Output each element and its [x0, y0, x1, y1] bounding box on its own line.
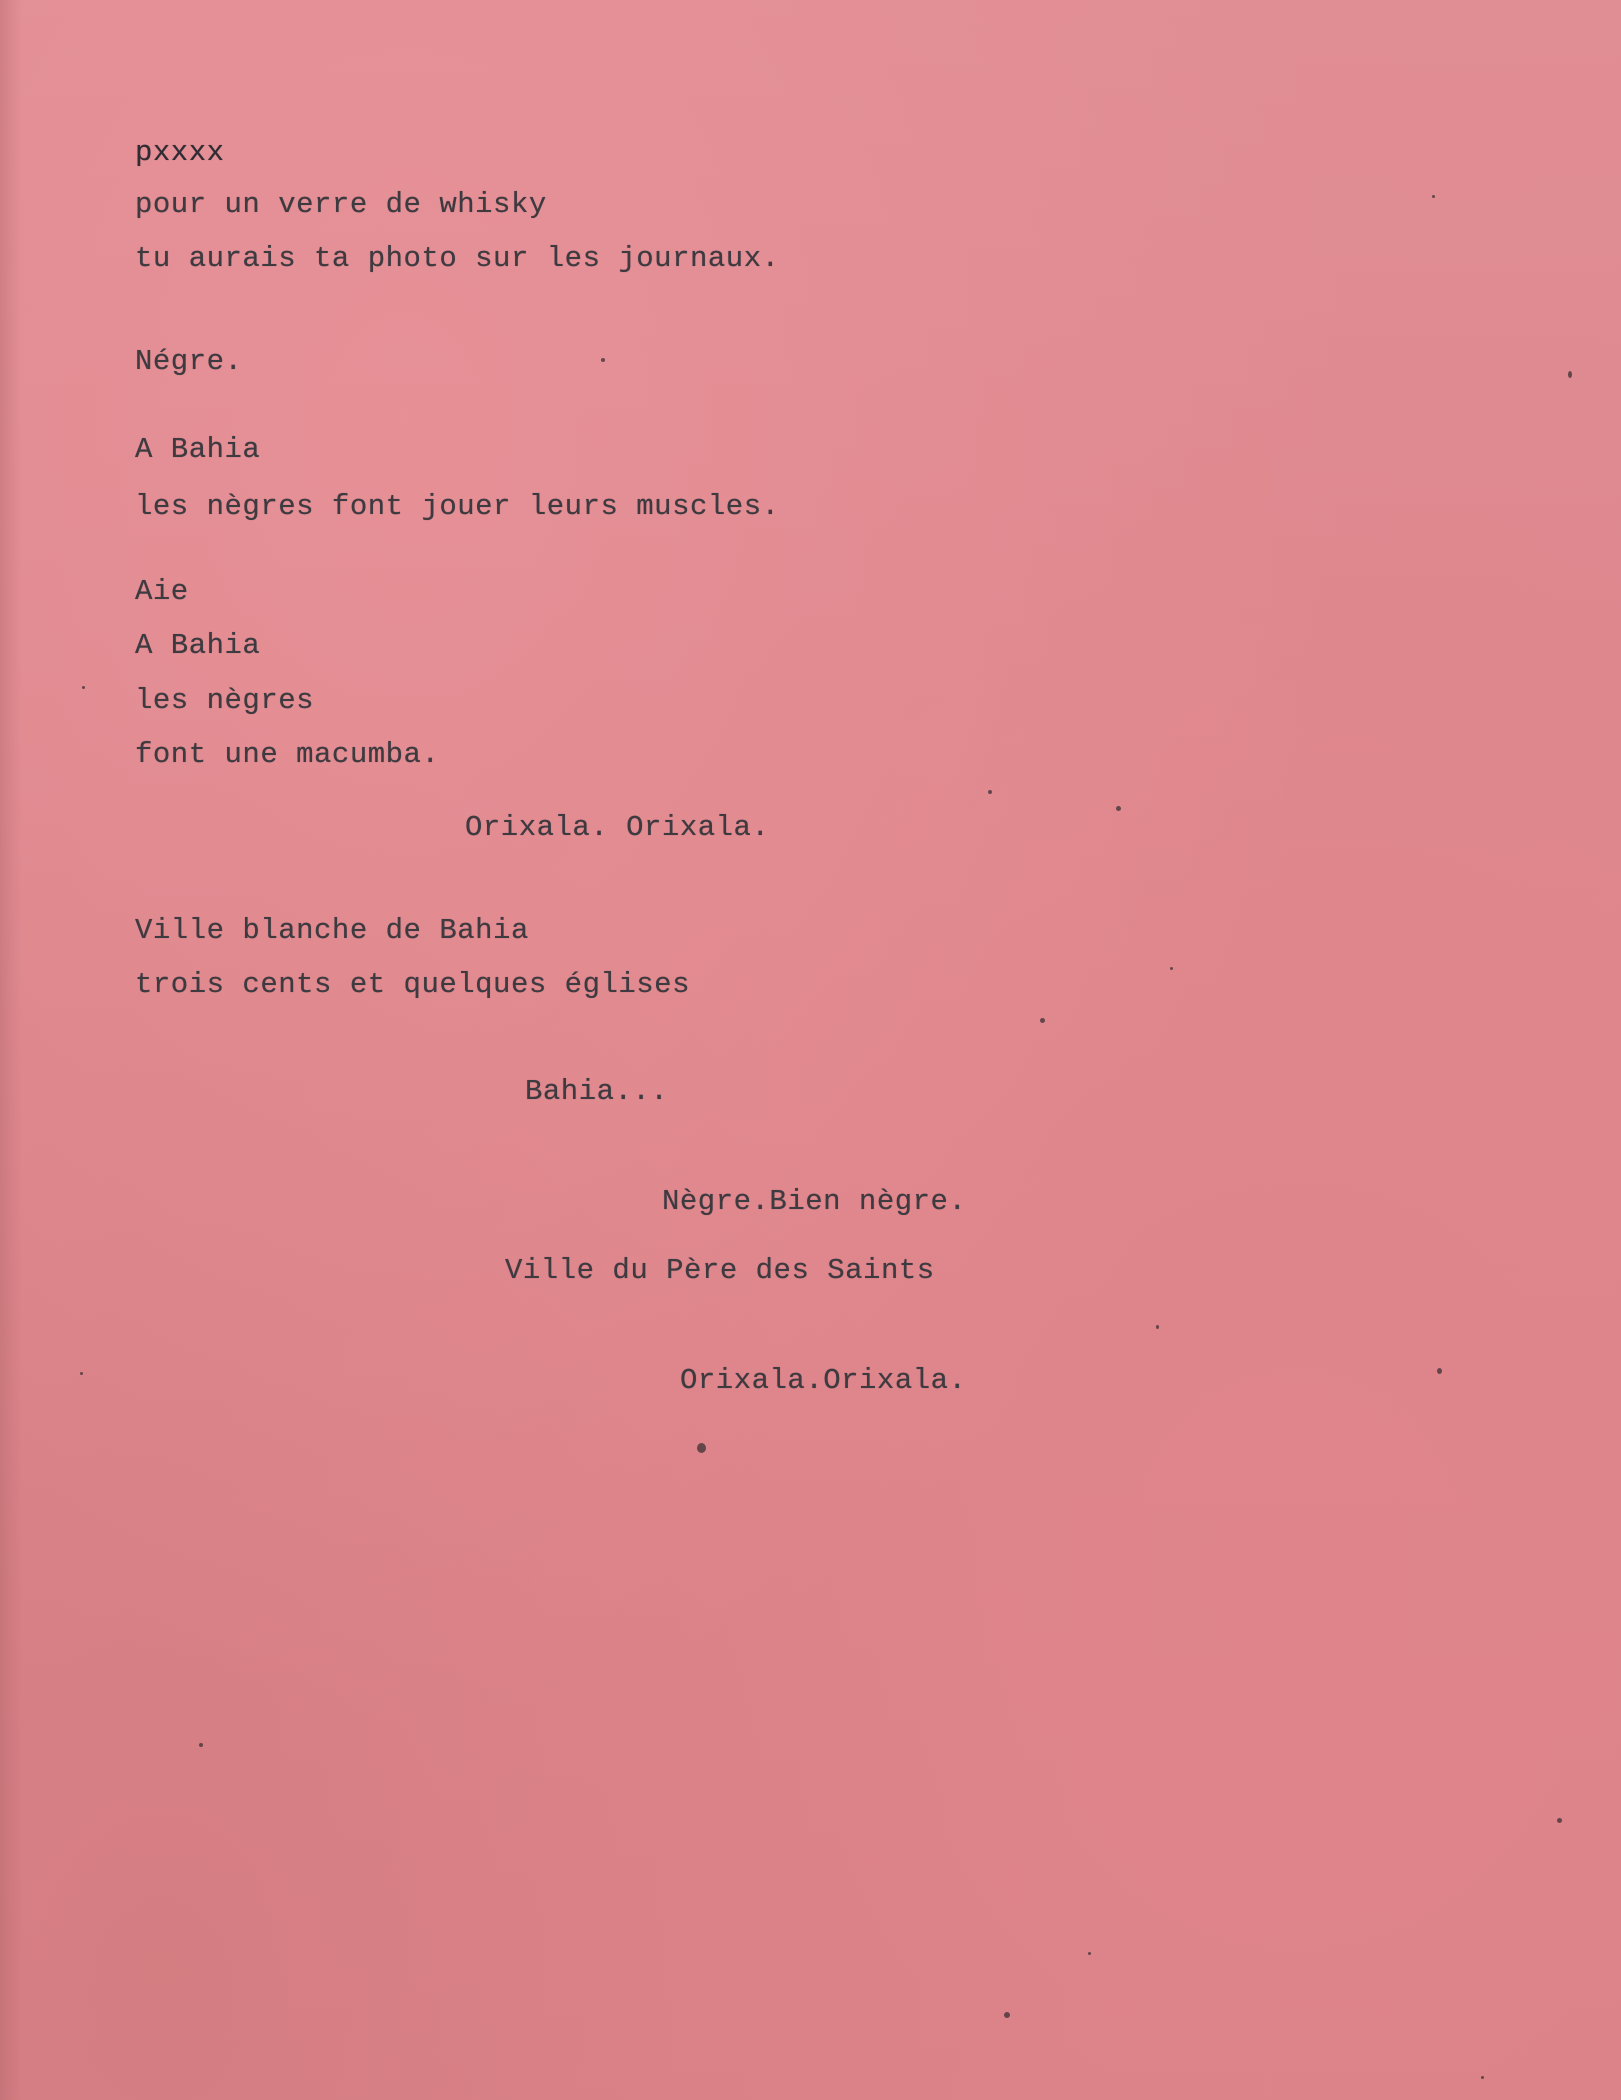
ink-speck: [1116, 806, 1121, 811]
ink-speck: [1156, 1325, 1159, 1329]
text-line: Orixala. Orixala.: [465, 811, 770, 844]
ink-speck: [697, 1443, 706, 1453]
text-line: Ville du Père des Saints: [505, 1254, 935, 1287]
ink-speck: [1432, 195, 1435, 198]
text-line: Aie: [135, 575, 189, 608]
text-line: trois cents et quelques églises: [135, 968, 690, 1001]
text-line: les nègres: [135, 684, 315, 717]
text-line: tu aurais ta photo sur les journaux.: [135, 242, 780, 275]
text-line: Négre.: [135, 345, 243, 378]
ink-speck: [1568, 371, 1572, 378]
struck-out-word: pxxxx: [135, 136, 225, 169]
text-line: Orixala.Orixala.: [680, 1364, 967, 1397]
text-line: Bahia...: [525, 1075, 669, 1108]
ink-speck: [1004, 2012, 1010, 2018]
ink-speck: [1437, 1368, 1442, 1374]
text-line: Ville blanche de Bahia: [135, 914, 529, 947]
text-line: pour un verre de whisky: [135, 188, 547, 221]
text-line: Nègre.Bien nègre.: [662, 1185, 967, 1218]
paper-edge-shadow: [0, 0, 22, 2100]
ink-speck: [1481, 2076, 1484, 2079]
ink-speck: [80, 1372, 83, 1375]
ink-speck: [1557, 1818, 1562, 1823]
ink-speck: [82, 686, 85, 689]
text-line: A Bahia: [135, 629, 261, 662]
ink-speck: [1040, 1018, 1045, 1023]
text-line: les nègres font jouer leurs muscles.: [135, 490, 780, 523]
ink-speck: [601, 358, 605, 362]
ink-speck: [199, 1743, 203, 1747]
text-line: font une macumba.: [135, 738, 440, 771]
ink-speck: [1170, 967, 1173, 970]
text-line: A Bahia: [135, 433, 261, 466]
ink-speck: [988, 790, 992, 794]
ink-speck: [1088, 1952, 1091, 1955]
